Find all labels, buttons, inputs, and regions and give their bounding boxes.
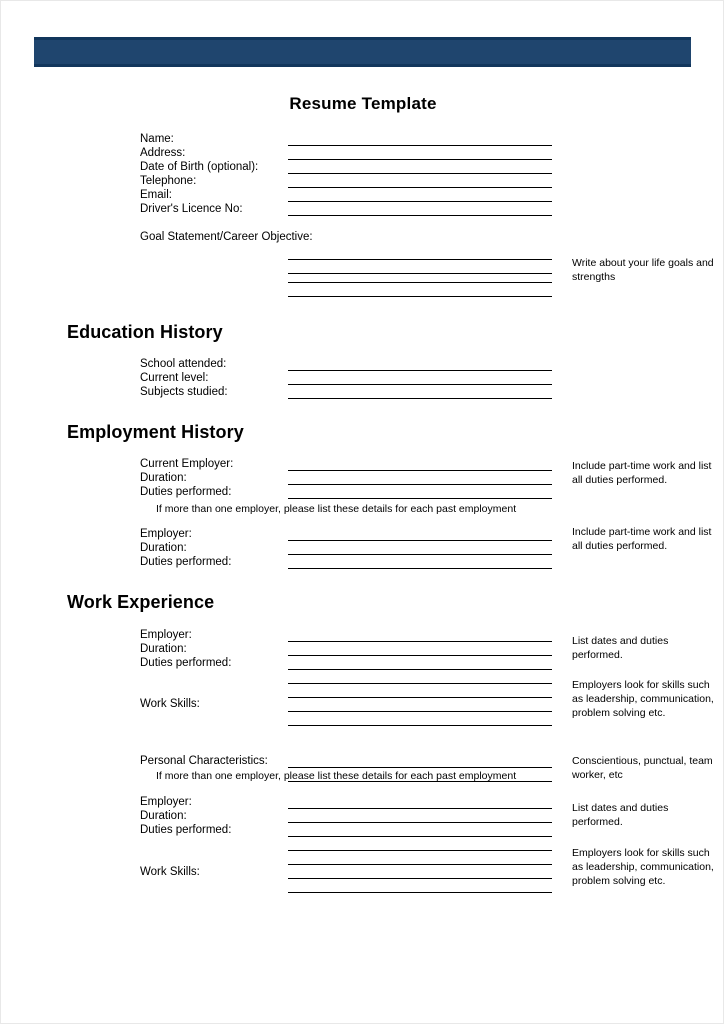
field-rule-school-attended[interactable]	[288, 370, 552, 371]
field-label-employer-2: Employer:	[140, 528, 192, 540]
field-rule-we-skills-2c[interactable]	[288, 892, 552, 893]
field-rule-we-duties-2b[interactable]	[288, 850, 552, 851]
field-label-we-duration-1: Duration:	[140, 643, 187, 655]
field-rule-duties-performed-1[interactable]	[288, 498, 552, 499]
note-personal-characteristics: Conscientious, punctual, team worker, etc	[572, 755, 713, 781]
field-label-current-employer: Current Employer:	[140, 458, 234, 470]
field-rule-email[interactable]	[288, 201, 552, 202]
field-rule-we-employer-1[interactable]	[288, 641, 552, 642]
field-rule-current-employer[interactable]	[288, 470, 552, 471]
field-rule-date-of-birth[interactable]	[288, 173, 552, 174]
goal-rule-1[interactable]	[288, 259, 552, 260]
field-rule-name[interactable]	[288, 145, 552, 146]
field-rule-we-skills-1b[interactable]	[288, 711, 552, 712]
subnote-work-experience-multiple: If more than one employer, please list these details for each past employment	[156, 770, 517, 782]
field-rule-we-duties-1b[interactable]	[288, 683, 552, 684]
note-goal-statement: Write about your life goals and strengths	[572, 257, 714, 283]
field-rule-address[interactable]	[288, 159, 552, 160]
field-label-we-duration-2: Duration:	[140, 810, 187, 822]
field-label-personal-characteristics: Personal Characteristics:	[140, 755, 268, 767]
field-label-we-work-skills-2: Work Skills:	[140, 866, 200, 878]
field-rule-telephone[interactable]	[288, 187, 552, 188]
field-label-we-employer-1: Employer:	[140, 629, 192, 641]
field-label-duration-1: Duration:	[140, 472, 187, 484]
note-we-skills-2: Employers look for skills such as leadership, communication, problem solving etc.	[572, 847, 714, 887]
note-we-dates-2: List dates and duties performed.	[572, 802, 669, 828]
field-label-school-attended: School attended:	[140, 358, 227, 370]
note-we-dates-1: List dates and duties performed.	[572, 635, 669, 661]
field-rule-duration-1[interactable]	[288, 484, 552, 485]
field-rule-personal-characteristics[interactable]	[288, 767, 552, 768]
field-label-goal-statement: Goal Statement/Career Objective:	[140, 231, 313, 243]
field-label-date-of-birth: Date of Birth (optional):	[140, 161, 259, 173]
field-rule-we-duties-1[interactable]	[288, 669, 552, 670]
field-rule-employer-2[interactable]	[288, 540, 552, 541]
note-we-skills-1: Employers look for skills such as leadership, communication, problem solving etc.	[572, 679, 714, 719]
header-banner	[34, 37, 691, 67]
field-label-email: Email:	[140, 189, 172, 201]
field-rule-subjects-studied[interactable]	[288, 398, 552, 399]
field-rule-we-skills-1c[interactable]	[288, 725, 552, 726]
section-heading-employment-history: Employment History	[67, 422, 244, 442]
field-label-duties-performed-2: Duties performed:	[140, 556, 232, 568]
field-rule-we-duration-2[interactable]	[288, 822, 552, 823]
goal-rule-3[interactable]	[288, 282, 552, 283]
page-title: Resume Template	[289, 94, 437, 113]
section-heading-education-history: Education History	[67, 322, 223, 342]
subnote-employment-multiple: If more than one employer, please list these details for each past employment	[156, 503, 517, 515]
field-rule-duration-2[interactable]	[288, 554, 552, 555]
note-employment-1: Include part-time work and list all duties performed.	[572, 460, 712, 486]
field-label-we-employer-2: Employer:	[140, 796, 192, 808]
section-heading-work-experience: Work Experience	[67, 592, 215, 612]
field-label-address: Address:	[140, 147, 186, 159]
field-label-telephone: Telephone:	[140, 175, 197, 187]
field-label-we-duties-2: Duties performed:	[140, 824, 232, 836]
field-rule-we-skills-1a[interactable]	[288, 697, 552, 698]
field-rule-we-duties-2[interactable]	[288, 836, 552, 837]
field-label-subjects-studied: Subjects studied:	[140, 386, 228, 398]
field-rule-we-skills-2a[interactable]	[288, 864, 552, 865]
field-label-drivers-licence: Driver's Licence No:	[140, 203, 243, 215]
field-label-duties-performed-1: Duties performed:	[140, 486, 232, 498]
field-rule-we-duration-1[interactable]	[288, 655, 552, 656]
field-rule-duties-performed-2[interactable]	[288, 568, 552, 569]
field-label-current-level: Current level:	[140, 372, 209, 384]
field-rule-we-employer-2[interactable]	[288, 808, 552, 809]
goal-rule-2[interactable]	[288, 273, 552, 274]
note-employment-2: Include part-time work and list all duties performed.	[572, 526, 712, 552]
goal-rule-4[interactable]	[288, 296, 552, 297]
field-rule-drivers-licence[interactable]	[288, 215, 552, 216]
field-label-we-work-skills-1: Work Skills:	[140, 698, 200, 710]
field-label-we-duties-1: Duties performed:	[140, 657, 232, 669]
field-rule-we-skills-2b[interactable]	[288, 878, 552, 879]
field-rule-current-level[interactable]	[288, 384, 552, 385]
field-label-name: Name:	[140, 133, 174, 145]
field-label-duration-2: Duration:	[140, 542, 187, 554]
field-rule-after-subnote[interactable]	[288, 781, 552, 782]
